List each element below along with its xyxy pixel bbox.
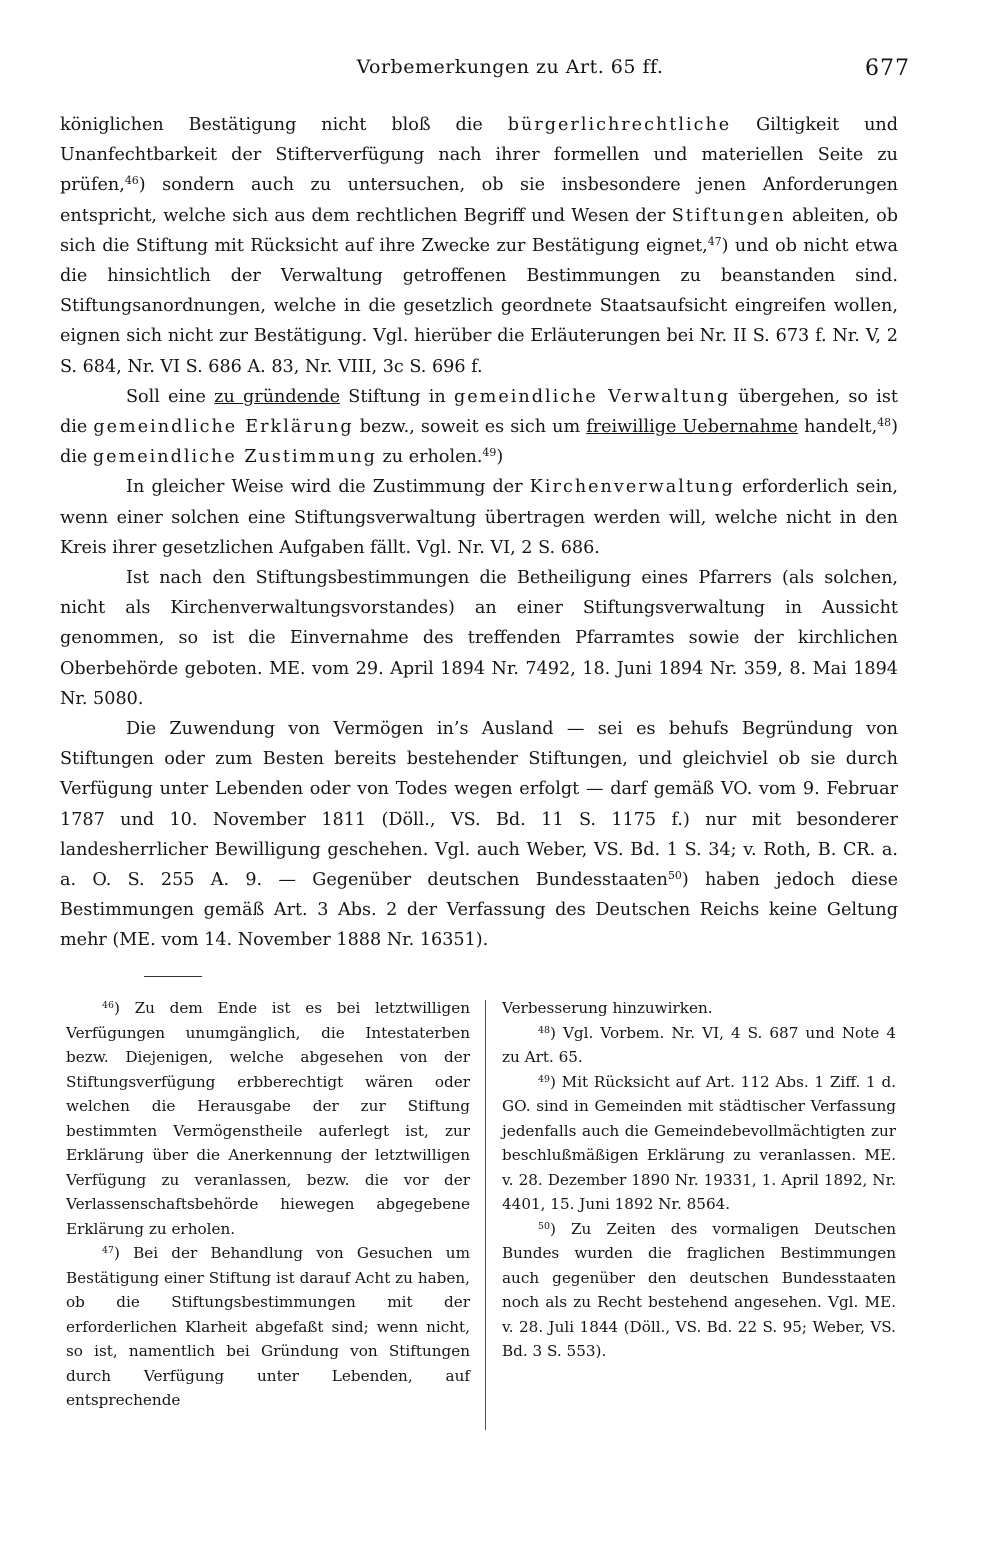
- p2-text-m: ): [496, 447, 504, 468]
- paragraph-3: [60, 472, 898, 563]
- p3-text-c: erforderlich sein, wenn einer solchen eine Stiftungsverwaltung übertragen werden will, welche nicht in den Kreis ihrer gesetzlichen Aufgaben fällt. Vgl. Nr. VI, 2 S. 686.: [60, 477, 898, 558]
- footnote-mark-47: 47: [102, 1244, 114, 1256]
- p1-text-c: Giltigkeit und Unanfechtbarkeit der Stifterverfügung nach ihrer formellen und materiellen Seite zu prüfen,: [60, 115, 898, 196]
- p2-text-c: Stiftung in: [340, 386, 454, 407]
- footnote-47-text: ) Bei der Behandlung von Gesuchen um Bestätigung einer Stiftung ist darauf Acht zu haben, ob die Stiftungsbestimmungen mit der erforderlichen Klarheit abgefaßt sind; wenn nicht, so ist, namentlich bei Gründung von Stiftungen durch Verfügung unter Lebenden, auf entsprechende: [66, 1244, 470, 1409]
- page-number: 677: [865, 56, 910, 81]
- p5-text-e: , B. CR. a. a. O. S. 255 A. 9. — Gegenüber deutschen Bundesstaaten: [60, 839, 898, 891]
- p1-text-f: ableiten, ob sich die Stiftung mit Rücksicht auf ihre Zwecke zur Bestätigung eignet,: [60, 205, 898, 256]
- footnote-ref-46[interactable]: 46: [124, 174, 139, 188]
- p2-emphasis-gemeindliche-verwaltung: gemeindliche Verwaltung: [453, 386, 731, 407]
- footnote-ref-47[interactable]: 47: [707, 234, 722, 248]
- p2-text-j: ) die: [60, 417, 898, 468]
- footnotes-right-column: [502, 996, 896, 1364]
- p3-emphasis-kirchenverwaltung: Kirchenverwaltung: [529, 477, 735, 498]
- footnote-48: [502, 1021, 896, 1070]
- footnote-mark-50: 50: [538, 1220, 550, 1232]
- paragraph-5: [60, 714, 898, 956]
- paragraph-1: [60, 110, 898, 382]
- p2-emphasis-gemeindliche-zustimmung: gemeindliche Zustimmung: [92, 447, 377, 468]
- p3-text-a: In gleicher Weise wird die Zustimmung der: [126, 477, 530, 498]
- p2-underlined-zu-gruendende: zu gründende: [214, 386, 341, 407]
- p1-emphasis-stiftungen: Stiftungen: [671, 205, 786, 226]
- running-head: Vorbemerkungen zu Art. 65 ff.: [356, 56, 664, 78]
- p1-text-a: königlichen Bestätigung nicht bloß die: [60, 115, 508, 135]
- footnotes-left-column: [66, 996, 470, 1413]
- footnote-mark-48: 48: [538, 1024, 550, 1036]
- paragraph-2: [60, 382, 898, 473]
- main-text: [60, 110, 898, 956]
- p5-text-f: ) haben jedoch diese Bestimmungen gemäß Art. 3 Abs. 2 der Verfassung des Deutschen Reichs keine Geltung mehr (ME. vom 14. November 1888 Nr. 16351).: [60, 870, 898, 951]
- p5-author-roth: Roth: [763, 839, 806, 860]
- footnote-column-divider: [485, 1000, 486, 1430]
- paragraph-4: Ist nach den Stiftungsbestimmungen die Betheiligung eines Pfarrers (als solchen, nicht als Kirchenverwaltungsvorstandes) an einer Stiftungsverwaltung in Aussicht genommen, so ist die Einvernahme des treffenden Pfarramtes sowie der kirchlichen Oberbehörde geboten. ME. vom 29. April 1894 Nr. 7492, 18. Juni 1894 Nr. 359, 8. Mai 1894 Nr. 5080.: [60, 568, 898, 709]
- p2-text-e: übergehen, so ist die: [60, 386, 898, 438]
- p5-text-c: , VS. Bd. 1 S. 34; v.: [581, 839, 764, 860]
- footnote-49-text: ) Mit Rücksicht auf Art. 112 Abs. 1 Ziff. 1 d. GO. sind in Gemeinden mit städtischer Verfassung jedenfalls auch die Gemeindebevollmächtigten zur beschlußmäßigen Erklärung zu veranlassen. ME. v. 28. Dezember 1890 Nr. 19331, 1. April 1892, Nr. 4401, 15. Juni 1892 Nr. 8564.: [502, 1072, 896, 1213]
- p5-author-weber: Weber: [526, 839, 582, 860]
- page-header: [60, 56, 960, 88]
- p2-text-l: zu erholen.: [376, 447, 483, 468]
- p1-emphasis-buergerlichrechtliche: bürgerlichrechtliche: [507, 115, 732, 135]
- p2-emphasis-gemeindliche-erklaerung: gemeindliche Erklärung: [93, 417, 354, 438]
- p2-text-g: bezw., soweit es sich um: [353, 417, 587, 438]
- p1-text-d: ) sondern auch zu untersuchen, ob sie insbesondere jenen Anforderungen entspricht, welche sich aus dem rechtlichen Begriff und Wesen der: [60, 175, 898, 226]
- footnote-47-continued: Verbesserung hinzuwirken.: [502, 999, 713, 1017]
- p2-text-i: handelt,: [798, 417, 878, 438]
- footnote-mark-46: 46: [102, 999, 114, 1011]
- footnote-46-text: ) Zu dem Ende ist es bei letztwilligen Verfügungen unumgänglich, die Intestaterben bezw. Diejenigen, welche abgesehen von der Stiftungsverfügung erbberechtigt wären oder welchen die Herausgabe der zur Stiftung bestimmten Vermögenstheile auferlegt ist, zur Erklärung über die Anerkennung der letztwilligen Verfügung zu veranlassen, bezw. die vor der Verlassenschaftsbehörde hiewegen abgegebene Erklärung zu erholen.: [66, 999, 470, 1238]
- p2-underlined-freiwillige-uebernahme: freiwillige Uebernahme: [586, 417, 799, 438]
- footnote-50: [502, 1217, 896, 1364]
- footnote-49: [502, 1070, 896, 1217]
- footnote-separator: [144, 976, 202, 977]
- footnote-50-text: ) Zu Zeiten des vormaligen Deutschen Bundes wurden die fraglichen Bestimmungen auch gegenüber den deutschen Bundesstaaten noch als zu Recht bestehend angesehen. Vgl. ME. v. 28. Juli 1844 (Döll., VS. Bd. 22 S. 95; Weber, VS. Bd. 3 S. 553).: [502, 1219, 896, 1360]
- footnote-ref-49[interactable]: 49: [482, 446, 497, 460]
- footnote-ref-50[interactable]: 50: [667, 869, 682, 883]
- footnote-46: [66, 996, 470, 1241]
- footnote-ref-48[interactable]: 48: [877, 416, 892, 430]
- p1-text-g: ) und ob nicht etwa die hinsichtlich der Verwaltung getroffenen Bestimmungen zu beanstanden sind. Stiftungsanordnungen, welche in die gesetzlich geordnete Staatsaufsicht eingreifen wollen, eignen sich nicht zur Bestätigung. Vgl. hierüber die Erläuterungen bei Nr. II S. 673 f. Nr. V, 2 S. 684, Nr. VI S. 686 A. 83, Nr. VIII, 3c S. 696 f.: [60, 235, 898, 377]
- p2-text-a: Soll eine: [126, 386, 215, 407]
- footnote-48-text: ) Vgl. Vorbem. Nr. VI, 4 S. 687 und Note 4 zu Art. 65.: [502, 1023, 896, 1066]
- p5-text-a: Die Zuwendung von Vermögen in’s Ausland — sei es behufs Begründung von Stiftungen oder zum Besten bereits bestehender Stiftungen, und gleichviel ob sie durch Verfügung unter Lebenden oder von Todes wegen erfolgt — darf gemäß VO. vom 9. Februar 1787 und 10. November 1811 (Döll., VS. Bd. 11 S. 1175 f.) nur mit besonderer landesherrlicher Bewilligung geschehen. Vgl. auch: [60, 719, 898, 860]
- footnote-47: [66, 1241, 470, 1413]
- footnote-mark-49: 49: [538, 1073, 550, 1085]
